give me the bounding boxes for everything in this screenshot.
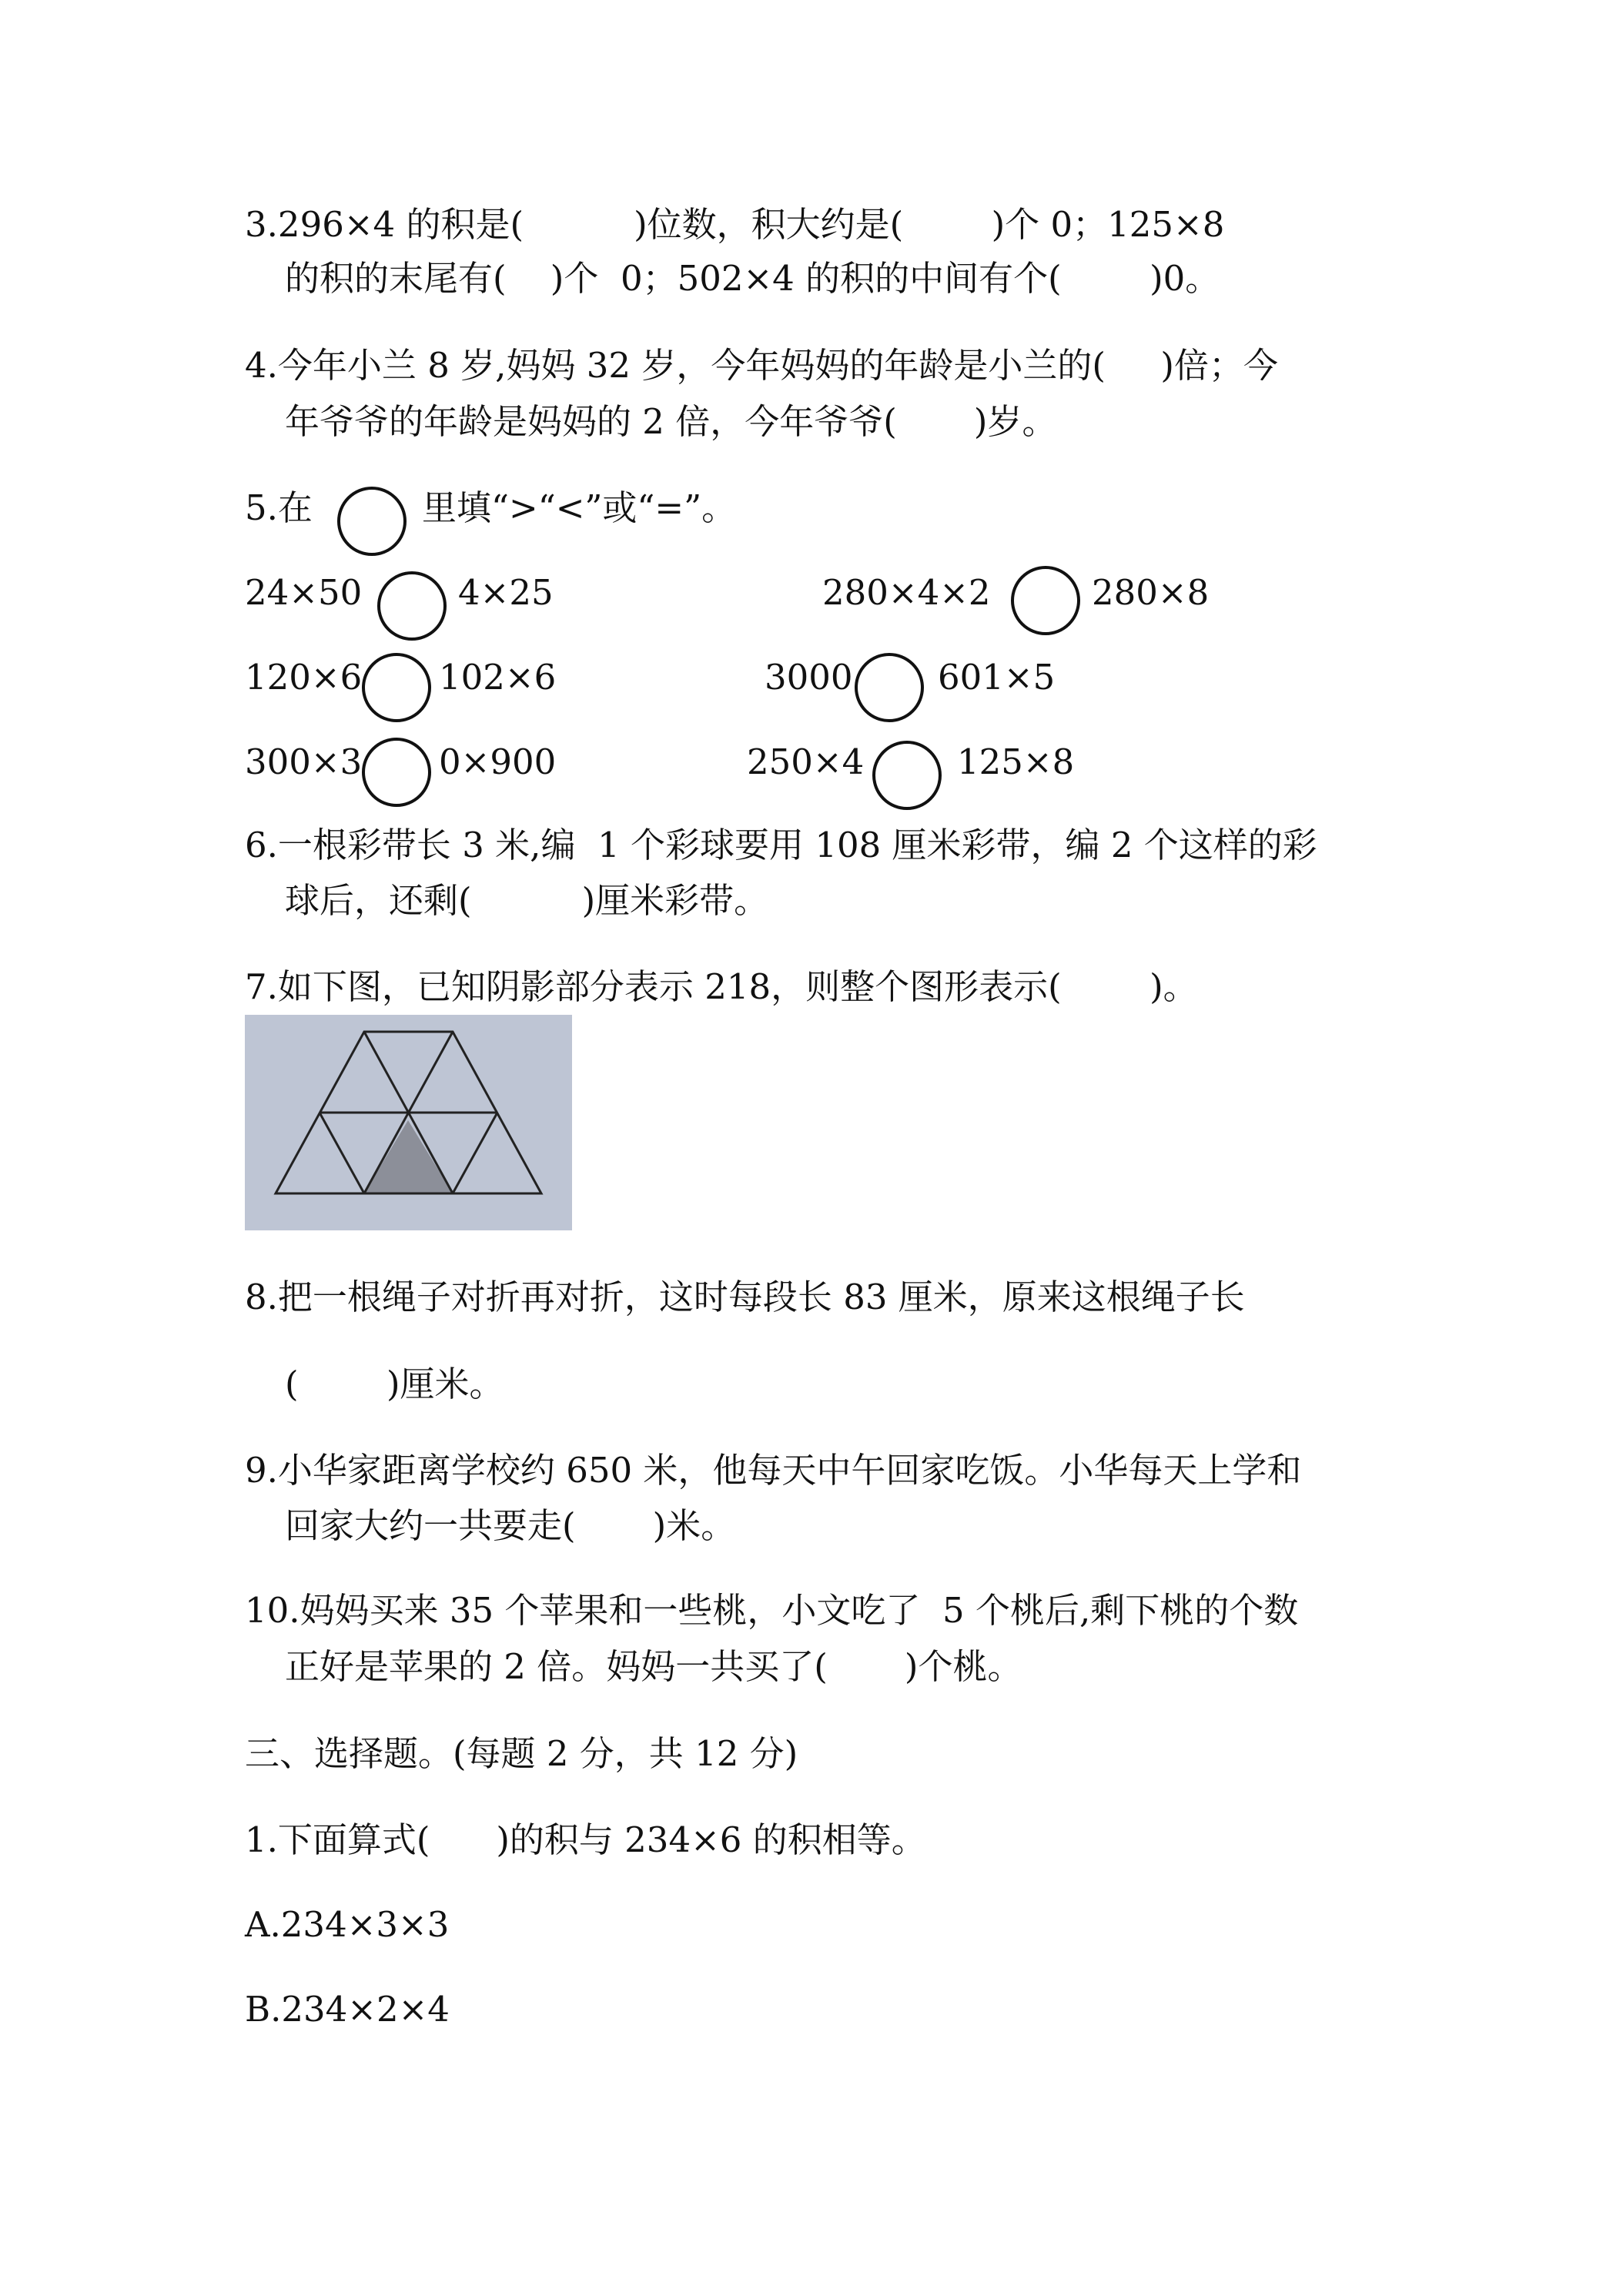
compare-left-a-1: 24×50	[245, 572, 363, 613]
q8-line-1: 8.把一根绳子对折再对折，这时每段长 83 厘米，原来这根绳子长	[245, 1277, 1245, 1317]
q10-line-2: 正好是苹果的 2 倍。妈妈一共买了( )个桃。	[285, 1646, 1022, 1687]
compare-left-b-2: 102×6	[439, 657, 557, 698]
q5-prefix: 5.在	[245, 487, 313, 528]
section-3-heading: 三、选择题。(每题 2 分，共 12 分)	[245, 1733, 798, 1774]
compare-right-b-2: 601×5	[938, 657, 1056, 698]
q10-line-1: 10.妈妈买来 35 个苹果和一些桃，小文吃了 5 个桃后,剩下桃的个数	[245, 1590, 1299, 1631]
compare-left-a-2: 120×6	[245, 657, 363, 698]
triangle-grid-figure	[245, 1015, 572, 1230]
q9-line-1: 9.小华家距离学校约 650 米，他每天中午回家吃饭。小华每天上学和	[245, 1450, 1302, 1491]
triangle-grid-svg	[245, 1015, 572, 1230]
compare-right-a-3: 250×4	[747, 741, 865, 782]
compare-circle-2-left[interactable]	[362, 653, 431, 722]
compare-circle-1-left[interactable]	[377, 571, 447, 641]
compare-left-b-3: 0×900	[439, 741, 557, 782]
compare-left-a-3: 300×3	[245, 741, 363, 782]
compare-circle-2-right[interactable]	[855, 653, 924, 722]
compare-circle-1-right[interactable]	[1011, 566, 1080, 635]
compare-right-b-3: 125×8	[957, 741, 1075, 782]
compare-right-b-1: 280×8	[1092, 572, 1210, 613]
compare-circle-3-right[interactable]	[872, 741, 942, 810]
s3-option-a: A.234×3×3	[245, 1904, 450, 1945]
compare-right-a-2: 3000	[765, 657, 853, 698]
q8-line-2: ( )厘米。	[285, 1364, 504, 1404]
compare-circle-3-left[interactable]	[362, 738, 431, 807]
s3-option-b: B.234×2×4	[245, 1989, 450, 2030]
q9-line-2: 回家大约一共要走( )米。	[285, 1505, 736, 1546]
q3-line-1: 3.296×4 的积是( )位数，积大约是( )个 0；125×8	[245, 204, 1225, 245]
compare-circle-example[interactable]	[337, 487, 407, 556]
q4-line-2: 年爷爷的年龄是妈妈的 2 倍，今年爷爷( )岁。	[285, 401, 1057, 442]
q6-line-2: 球后，还剩( )厘米彩带。	[285, 880, 769, 921]
q4-line-1: 4.今年小兰 8 岁,妈妈 32 岁，今年妈妈的年龄是小兰的( )倍；今	[245, 345, 1278, 386]
q7-line-1: 7.如下图，已知阴影部分表示 218，则整个图形表示( )。	[245, 966, 1198, 1007]
q5-suffix: 里填“>“<”或“=”。	[422, 487, 737, 528]
q6-line-1: 6.一根彩带长 3 米,编 1 个彩球要用 108 厘米彩带，编 2 个这样的彩	[245, 825, 1317, 865]
compare-right-a-1: 280×4×2	[822, 572, 991, 613]
s3-q1: 1.下面算式( )的积与 234×6 的积相等。	[245, 1819, 926, 1860]
compare-left-b-1: 4×25	[458, 572, 554, 613]
q3-line-2: 的积的末尾有( )个 0；502×4 的积的中间有个( )0。	[285, 258, 1220, 299]
